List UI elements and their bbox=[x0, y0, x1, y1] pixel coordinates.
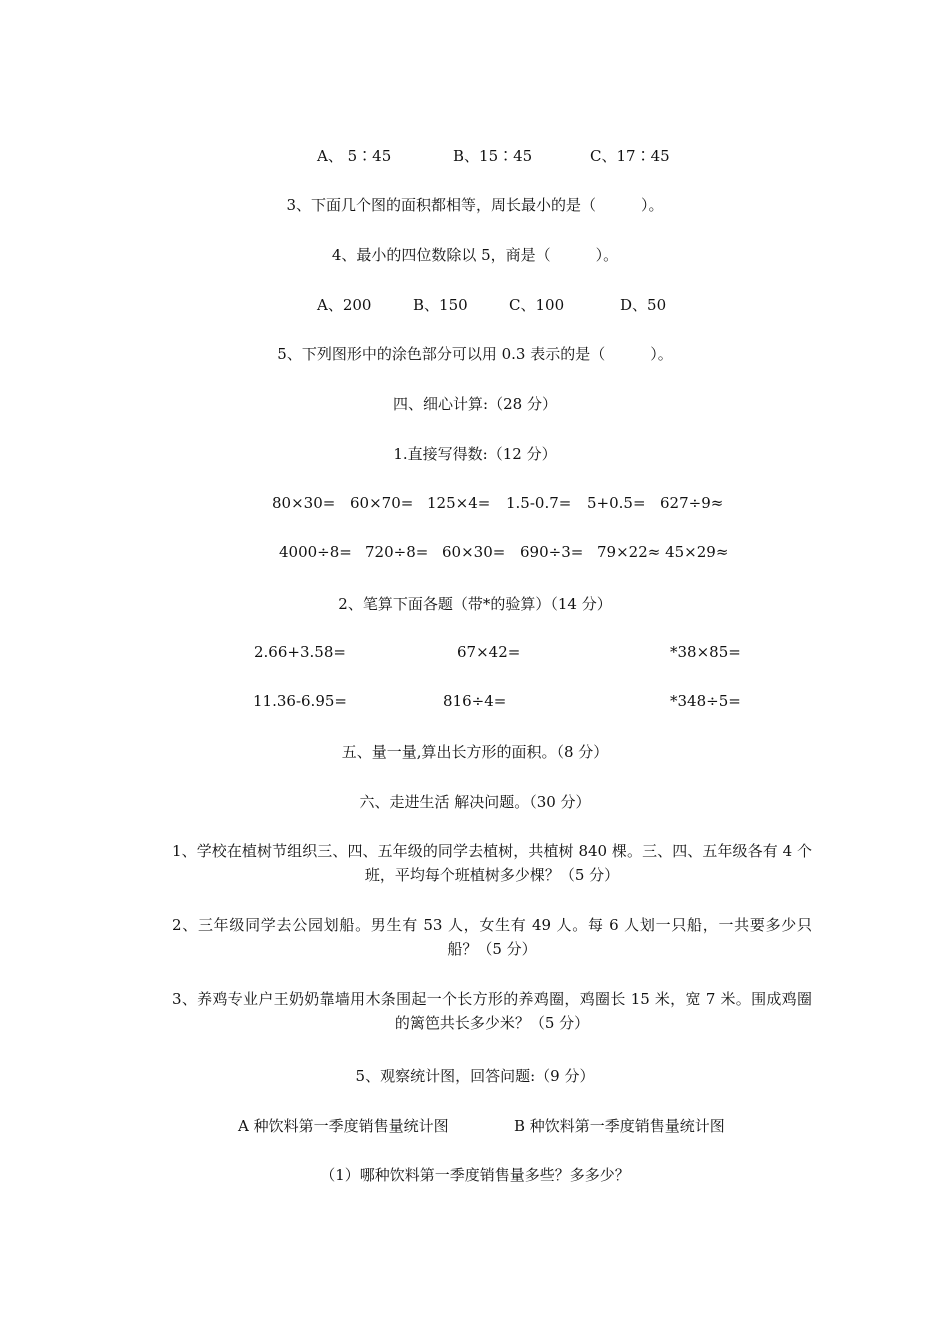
q2-option-a: A、 5∶45 bbox=[317, 147, 392, 165]
oral-item: 627÷9≈ bbox=[660, 494, 724, 512]
q2-option-c: C、17∶45 bbox=[590, 147, 670, 165]
question-4: 4、最小的四位数除以 5，商是（ ）。 bbox=[331, 246, 619, 264]
chart-caption-b: B 种饮料第一季度销售量统计图 bbox=[514, 1117, 725, 1135]
written-item: 816÷4= bbox=[443, 692, 507, 710]
written-item: 67×42= bbox=[457, 643, 521, 661]
question-3: 3、下面几个图的面积都相等，周长最小的是（ ）。 bbox=[286, 196, 664, 214]
q4-option-c: C、100 bbox=[509, 296, 565, 314]
word-problem-2: 2、三年级同学去公园划船。男生有 53 人，女生有 49 人。每 6 人划一只船，一共要多少只船？（5 分） bbox=[172, 916, 812, 958]
oral-item: 5+0.5= bbox=[587, 494, 646, 512]
word-problem-3: 3、养鸡专业户王奶奶靠墙用木条围起一个长方形的养鸡圈，鸡圈长 15 米，宽 7 米。围成鸡圈的篱笆共长多少米？（5 分） bbox=[172, 990, 812, 1032]
q4-option-b: B、150 bbox=[413, 296, 468, 314]
q4-option-a: A、200 bbox=[317, 296, 372, 314]
written-item: 2.66+3.58= bbox=[254, 643, 346, 661]
word-problem-1: 1、学校在植树节组织三、四、五年级的同学去植树，共植树 840 棵。三、四、五年级各有 4 个班，平均每个班植树多少棵？（5 分） bbox=[172, 842, 812, 884]
written-item: 11.36-6.95= bbox=[253, 692, 347, 710]
oral-item: 720÷8= bbox=[365, 543, 429, 561]
oral-item: 79×22≈ 45×29≈ bbox=[597, 543, 729, 561]
oral-item: 60×70= bbox=[350, 494, 414, 512]
section-6-title: 六、走进生活 解决问题。（30 分） bbox=[359, 793, 591, 811]
oral-item: 80×30= bbox=[272, 494, 336, 512]
oral-item: 690÷3= bbox=[520, 543, 584, 561]
written-item: *348÷5= bbox=[670, 692, 741, 710]
oral-item: 4000÷8= bbox=[279, 543, 352, 561]
section-5-title: 五、量一量,算出长方形的面积。（8 分） bbox=[341, 743, 609, 761]
q2-option-b: B、15∶45 bbox=[453, 147, 533, 165]
subsection-2-title: 2、笔算下面各题（带*的验算）（14 分） bbox=[338, 595, 612, 613]
statistics-question-title: 5、观察统计图，回答问题:（9 分） bbox=[355, 1067, 595, 1085]
section-4-title: 四、细心计算:（28 分） bbox=[393, 395, 557, 413]
sub-question-1: （1）哪种饮料第一季度销售量多些？多多少？ bbox=[320, 1166, 630, 1184]
oral-item: 125×4= bbox=[427, 494, 491, 512]
q4-option-d: D、50 bbox=[620, 296, 667, 314]
subsection-1-title: 1.直接写得数:（12 分） bbox=[393, 445, 557, 463]
oral-item: 1.5-0.7= bbox=[506, 494, 572, 512]
chart-caption-a: A 种饮料第一季度销售量统计图 bbox=[238, 1117, 449, 1135]
written-item: *38×85= bbox=[670, 643, 741, 661]
oral-item: 60×30= bbox=[442, 543, 506, 561]
question-5: 5、下列图形中的涂色部分可以用 0.3 表示的是（ ）。 bbox=[277, 345, 673, 363]
